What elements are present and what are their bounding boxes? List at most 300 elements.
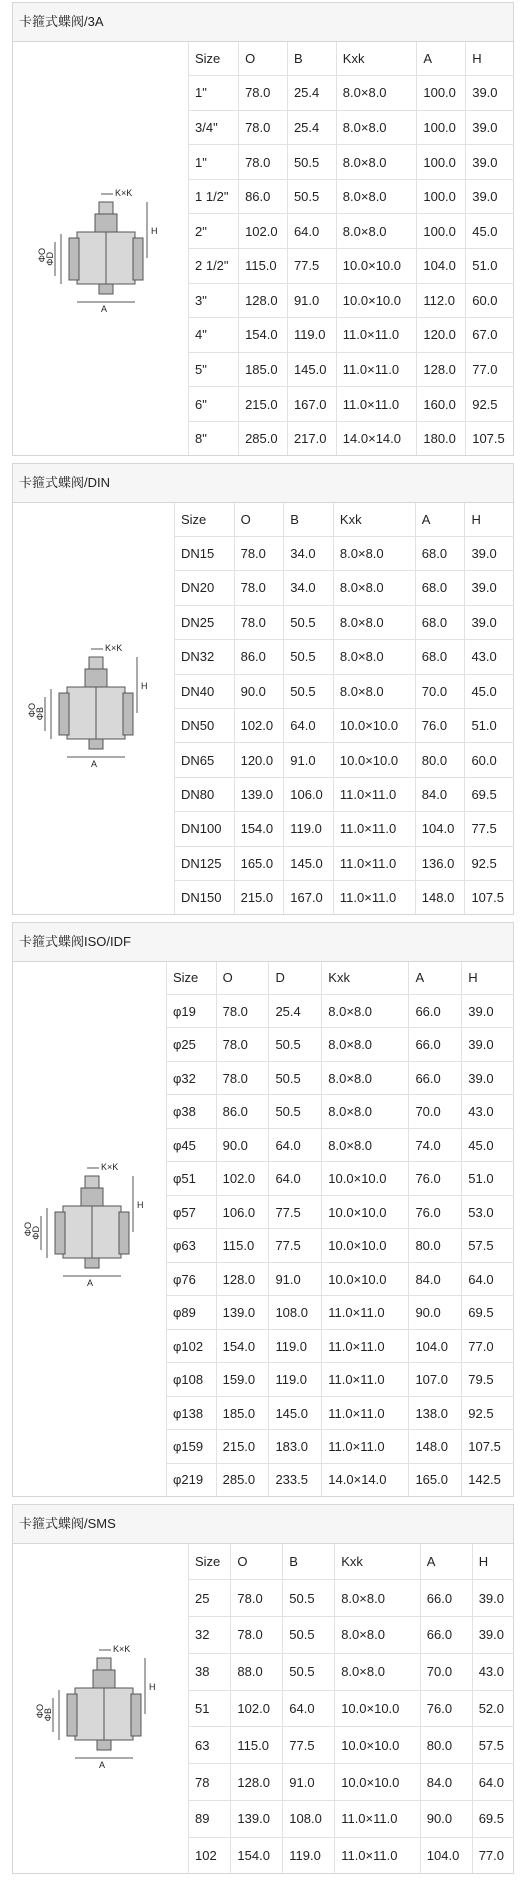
table-cell: 10.0×10.0 [322,1229,409,1263]
table-cell: 10.0×10.0 [336,283,417,318]
table-cell: 139.0 [234,777,284,811]
column-header: H [466,42,514,76]
table-cell: 8.0×8.0 [335,1580,421,1617]
table-cell: 8.0×8.0 [333,674,415,708]
table-cell: 8.0×8.0 [322,1095,409,1129]
valve-drawing-cell [13,962,167,1496]
table-cell: 50.5 [283,1580,335,1617]
table-cell: 45.0 [466,214,514,249]
table-cell: DN50 [175,708,235,742]
table-row [189,283,515,318]
table-cell: 233.5 [269,1463,322,1496]
dim-od-label: ΦO [23,1222,33,1237]
table-cell: 4" [189,318,239,353]
table-cell: 102.0 [239,214,288,249]
table-cell: 128.0 [231,1764,283,1801]
column-header: A [420,1544,472,1580]
dim-kxk-label: K×K [115,188,133,198]
valve-drawing-cell [13,1544,189,1873]
table-cell: 100.0 [417,145,466,180]
table-cell: 10.0×10.0 [335,1727,421,1764]
table-cell: 39.0 [466,76,514,111]
table-cell: 119.0 [287,318,336,353]
table-cell: 104.0 [420,1837,472,1873]
table-cell: 8.0×8.0 [322,994,409,1028]
table-cell: 43.0 [462,1095,514,1129]
table-row [175,881,515,914]
table-cell: 51.0 [462,1162,514,1196]
section-title: 卡箍式蝶阀ISO/IDF [13,923,513,962]
table-cell: DN20 [175,571,235,605]
table-cell: 64.0 [462,1262,514,1296]
table-cell: 8.0×8.0 [333,640,415,674]
table-cell: 107.5 [465,881,514,914]
table-cell: DN32 [175,640,235,674]
table-cell: 11.0×11.0 [335,1800,421,1837]
table-row [189,1580,515,1617]
section-3a [12,2,514,456]
table-row [189,352,515,387]
table-row [167,1095,515,1129]
column-header: O [239,42,288,76]
table-cell: 1" [189,145,239,180]
table-cell: 57.5 [462,1229,514,1263]
table-cell: 64.0 [269,1128,322,1162]
table-cell: 91.0 [269,1262,322,1296]
table-cell: 91.0 [283,1764,335,1801]
table-cell: 10.0×10.0 [335,1764,421,1801]
table-cell: 50.5 [284,674,334,708]
table-cell: 50.5 [287,179,336,214]
table-cell: 8.0×8.0 [336,76,417,111]
table-cell: φ63 [167,1229,217,1263]
table-cell: 108.0 [283,1800,335,1837]
table-cell: 66.0 [420,1616,472,1653]
table-cell: 160.0 [417,387,466,422]
table-cell: DN25 [175,605,235,639]
valve-dimension-drawing [35,188,175,318]
table-cell: 76.0 [420,1690,472,1727]
table-cell: 66.0 [420,1580,472,1617]
table-cell: 80.0 [409,1229,462,1263]
table-cell: 57.5 [472,1727,514,1764]
valve-diagram-icon [21,1162,161,1292]
table-cell: φ38 [167,1095,217,1129]
table-cell: 68.0 [415,536,465,570]
table-row [189,214,515,249]
table-cell: 78.0 [216,1061,269,1095]
table-cell: φ219 [167,1463,217,1496]
table-cell: φ32 [167,1061,217,1095]
table-row [175,812,515,846]
dim-a-label: A [101,304,108,314]
table-cell: 100.0 [417,76,466,111]
table-cell: φ108 [167,1363,217,1397]
table-cell: 77.5 [465,812,514,846]
table-cell: 102.0 [231,1690,283,1727]
table-cell: 64.0 [472,1764,514,1801]
table-cell: DN100 [175,812,235,846]
table-cell: 52.0 [472,1690,514,1727]
table-cell: 3/4" [189,110,239,145]
table-cell: 50.5 [269,1061,322,1095]
table-cell: 10.0×10.0 [333,708,415,742]
dim-id-label: ΦD [31,1226,41,1240]
table-cell: 107.5 [466,421,514,455]
table-cell: 69.5 [472,1800,514,1837]
table-cell: 11.0×11.0 [322,1430,409,1464]
table-cell: 180.0 [417,421,466,455]
table-cell: 39.0 [462,1061,514,1095]
table-cell: 11.0×11.0 [322,1296,409,1330]
table-cell: 60.0 [465,743,514,777]
dim-od-label: ΦO [37,248,47,263]
table-row [189,1800,515,1837]
table-cell: 78 [189,1764,231,1801]
table-cell: 50.5 [269,1095,322,1129]
table-cell: 25 [189,1580,231,1617]
table-cell: 128.0 [216,1262,269,1296]
table-cell: 68.0 [415,640,465,674]
table-cell: 78.0 [239,76,288,111]
table-cell: 128.0 [239,283,288,318]
table-cell: 11.0×11.0 [322,1363,409,1397]
table-row [189,1653,515,1690]
section-title: 卡箍式蝶阀/DIN [13,464,513,503]
table-cell: 8.0×8.0 [322,1028,409,1062]
table-cell: 115.0 [231,1727,283,1764]
valve-drawing-cell [13,503,175,914]
table-cell: 11.0×11.0 [333,846,415,880]
table-cell: 34.0 [284,571,334,605]
table-cell: 119.0 [269,1329,322,1363]
table-cell: 80.0 [420,1727,472,1764]
table-cell: 8" [189,421,239,455]
table-cell: 80.0 [415,743,465,777]
dim-h-label: H [141,681,148,691]
table-cell: 45.0 [462,1128,514,1162]
table-cell: 88.0 [231,1653,283,1690]
table-cell: φ159 [167,1430,217,1464]
table-cell: 91.0 [284,743,334,777]
column-header: Size [175,503,235,536]
table-cell: 78.0 [234,605,284,639]
table-cell: 100.0 [417,214,466,249]
table-row [175,536,515,570]
column-header: Size [167,962,217,994]
column-header: O [231,1544,283,1580]
valve-diagram-icon [25,643,165,773]
table-cell: 78.0 [231,1616,283,1653]
column-header: D [269,962,322,994]
table-cell: 8.0×8.0 [322,1128,409,1162]
table-cell: 139.0 [216,1296,269,1330]
table-cell: 64.0 [269,1162,322,1196]
table-cell: 78.0 [239,110,288,145]
table-cell: 76.0 [409,1162,462,1196]
table-cell: 106.0 [216,1195,269,1229]
table-cell: 50.5 [283,1616,335,1653]
table-cell: 145.0 [287,352,336,387]
column-header: Kxk [335,1544,421,1580]
table-row [167,1229,515,1263]
column-header: Size [189,42,239,76]
table-cell: 107.0 [409,1363,462,1397]
valve-dimension-drawing [21,1162,161,1292]
table-cell: φ51 [167,1162,217,1196]
table-cell: 32 [189,1616,231,1653]
table-cell: 68.0 [415,571,465,605]
table-cell: 154.0 [239,318,288,353]
column-header: B [287,42,336,76]
dim-h-label: H [151,226,158,236]
section-title: 卡箍式蝶阀/SMS [13,1505,513,1544]
table-cell: 70.0 [409,1095,462,1129]
table-cell: 102.0 [234,708,284,742]
table-row [175,571,515,605]
dim-a-label: A [91,759,98,769]
table-cell: φ57 [167,1195,217,1229]
dim-id-label: ΦB [35,707,45,721]
table-row [167,1396,515,1430]
table-cell: 119.0 [269,1363,322,1397]
table-cell: 84.0 [415,777,465,811]
table-cell: 39.0 [462,1028,514,1062]
table-cell: 120.0 [234,743,284,777]
table-cell: 10.0×10.0 [333,743,415,777]
table-cell: 67.0 [466,318,514,353]
table-cell: 92.5 [465,846,514,880]
table-cell: 120.0 [417,318,466,353]
table-cell: 39.0 [462,994,514,1028]
table-cell: 11.0×11.0 [322,1329,409,1363]
table-cell: φ19 [167,994,217,1028]
table-cell: 92.5 [462,1396,514,1430]
table-cell: 185.0 [239,352,288,387]
table-cell: 119.0 [284,812,334,846]
table-cell: 1" [189,76,239,111]
table-cell: φ76 [167,1262,217,1296]
table-cell: 2" [189,214,239,249]
table-cell: 86.0 [239,179,288,214]
table-row [189,1727,515,1764]
table-row [167,1430,515,1464]
table-cell: 167.0 [284,881,334,914]
table-row [167,1061,515,1095]
table-cell: 8.0×8.0 [322,1061,409,1095]
table-cell: 50.5 [284,605,334,639]
table-cell: 183.0 [269,1430,322,1464]
table-cell: 78.0 [231,1580,283,1617]
table-cell: DN80 [175,777,235,811]
table-cell: 50.5 [269,1028,322,1062]
valve-diagram-icon [33,1644,173,1774]
table-row [167,1028,515,1062]
table-row [189,110,515,145]
table-row [167,1363,515,1397]
column-header: H [465,503,514,536]
table-row [175,846,515,880]
table-row [167,994,515,1028]
table-cell: 285.0 [239,421,288,455]
table-header-row [189,42,515,76]
column-header: H [472,1544,514,1580]
table-cell: 76.0 [409,1195,462,1229]
table-row [189,387,515,422]
table-cell: 89 [189,1800,231,1837]
table-cell: 1 1/2" [189,179,239,214]
table-cell: DN150 [175,881,235,914]
dim-a-label: A [99,1760,106,1770]
table-cell: 10.0×10.0 [322,1195,409,1229]
column-header: A [409,962,462,994]
table-cell: φ138 [167,1396,217,1430]
table-cell: 3" [189,283,239,318]
table-cell: 104.0 [415,812,465,846]
table-cell: 11.0×11.0 [333,777,415,811]
table-cell: 112.0 [417,283,466,318]
table-row [175,777,515,811]
table-cell: 64.0 [284,708,334,742]
table-cell: 104.0 [409,1329,462,1363]
table-cell: 285.0 [216,1463,269,1496]
dim-kxk-label: K×K [113,1644,131,1654]
column-header: O [234,503,284,536]
column-header: O [216,962,269,994]
table-cell: 69.5 [462,1296,514,1330]
table-cell: 145.0 [269,1396,322,1430]
table-cell: 119.0 [283,1837,335,1873]
dim-od-label: ΦO [35,1704,45,1719]
table-cell: 64.0 [287,214,336,249]
column-header: B [284,503,334,536]
table-cell: 25.4 [269,994,322,1028]
table-row [175,674,515,708]
dim-kxk-label: K×K [101,1162,119,1172]
table-row [189,1616,515,1653]
table-cell: 139.0 [231,1800,283,1837]
table-cell: 154.0 [234,812,284,846]
table-cell: 8.0×8.0 [336,110,417,145]
table-cell: 136.0 [415,846,465,880]
table-cell: 159.0 [216,1363,269,1397]
table-cell: 51.0 [465,708,514,742]
table-cell: 50.5 [283,1653,335,1690]
table-cell: 10.0×10.0 [322,1262,409,1296]
table-cell: 66.0 [409,994,462,1028]
table-cell: 100.0 [417,179,466,214]
table-cell: 138.0 [409,1396,462,1430]
dim-kxk-label: K×K [105,643,123,653]
table-cell: 39.0 [472,1616,514,1653]
table-cell: 165.0 [234,846,284,880]
table-cell: 107.5 [462,1430,514,1464]
table-cell: 11.0×11.0 [335,1837,421,1873]
table-cell: 45.0 [465,674,514,708]
table-cell: 11.0×11.0 [336,318,417,353]
column-header: Kxk [336,42,417,76]
table-cell: 84.0 [409,1262,462,1296]
table-cell: 102.0 [216,1162,269,1196]
table-cell: 50.5 [284,640,334,674]
table-cell: 25.4 [287,110,336,145]
column-header: Kxk [333,503,415,536]
table-row [167,1162,515,1196]
table-cell: 8.0×8.0 [333,571,415,605]
table-cell: 102 [189,1837,231,1873]
column-header: A [415,503,465,536]
table-cell: 77.5 [283,1727,335,1764]
dim-id-label: ΦB [43,1708,53,1722]
table-cell: 70.0 [415,674,465,708]
spec-table [166,962,514,1496]
valve-dimension-drawing [33,1644,173,1774]
table-cell: 66.0 [409,1028,462,1062]
table-cell: φ45 [167,1128,217,1162]
column-header: A [417,42,466,76]
table-cell: 167.0 [287,387,336,422]
table-cell: 34.0 [284,536,334,570]
table-cell: DN125 [175,846,235,880]
table-cell: 8.0×8.0 [333,605,415,639]
table-cell: 77.5 [269,1229,322,1263]
table-row [189,318,515,353]
table-row [189,421,515,455]
table-cell: 38 [189,1653,231,1690]
section-title: 卡箍式蝶阀/3A [13,3,513,42]
table-cell: 63 [189,1727,231,1764]
table-cell: 5" [189,352,239,387]
table-cell: 10.0×10.0 [322,1162,409,1196]
table-cell: 66.0 [409,1061,462,1095]
table-cell: 90.0 [409,1296,462,1330]
table-cell: 53.0 [462,1195,514,1229]
column-header: H [462,962,514,994]
table-cell: DN40 [175,674,235,708]
table-cell: 86.0 [216,1095,269,1129]
table-header-row [167,962,515,994]
table-cell: 78.0 [216,994,269,1028]
table-cell: 77.0 [466,352,514,387]
table-cell: 8.0×8.0 [335,1616,421,1653]
table-row [167,1195,515,1229]
table-row [167,1463,515,1496]
table-cell: 8.0×8.0 [336,214,417,249]
column-header: Size [189,1544,231,1580]
table-cell: 185.0 [216,1396,269,1430]
table-row [189,1764,515,1801]
table-cell: 74.0 [409,1128,462,1162]
table-cell: 115.0 [216,1229,269,1263]
table-cell: 90.0 [234,674,284,708]
column-header: B [283,1544,335,1580]
table-cell: 11.0×11.0 [336,352,417,387]
table-cell: 10.0×10.0 [335,1690,421,1727]
table-cell: 128.0 [417,352,466,387]
table-cell: 84.0 [420,1764,472,1801]
table-cell: φ89 [167,1296,217,1330]
table-header-row [175,503,515,536]
table-cell: 215.0 [234,881,284,914]
table-cell: 8.0×8.0 [333,536,415,570]
table-cell: 60.0 [466,283,514,318]
table-cell: 39.0 [465,536,514,570]
dim-h-label: H [137,1200,144,1210]
table-cell: 2 1/2" [189,248,239,283]
table-cell: 76.0 [415,708,465,742]
table-cell: 39.0 [466,110,514,145]
table-row [189,179,515,214]
